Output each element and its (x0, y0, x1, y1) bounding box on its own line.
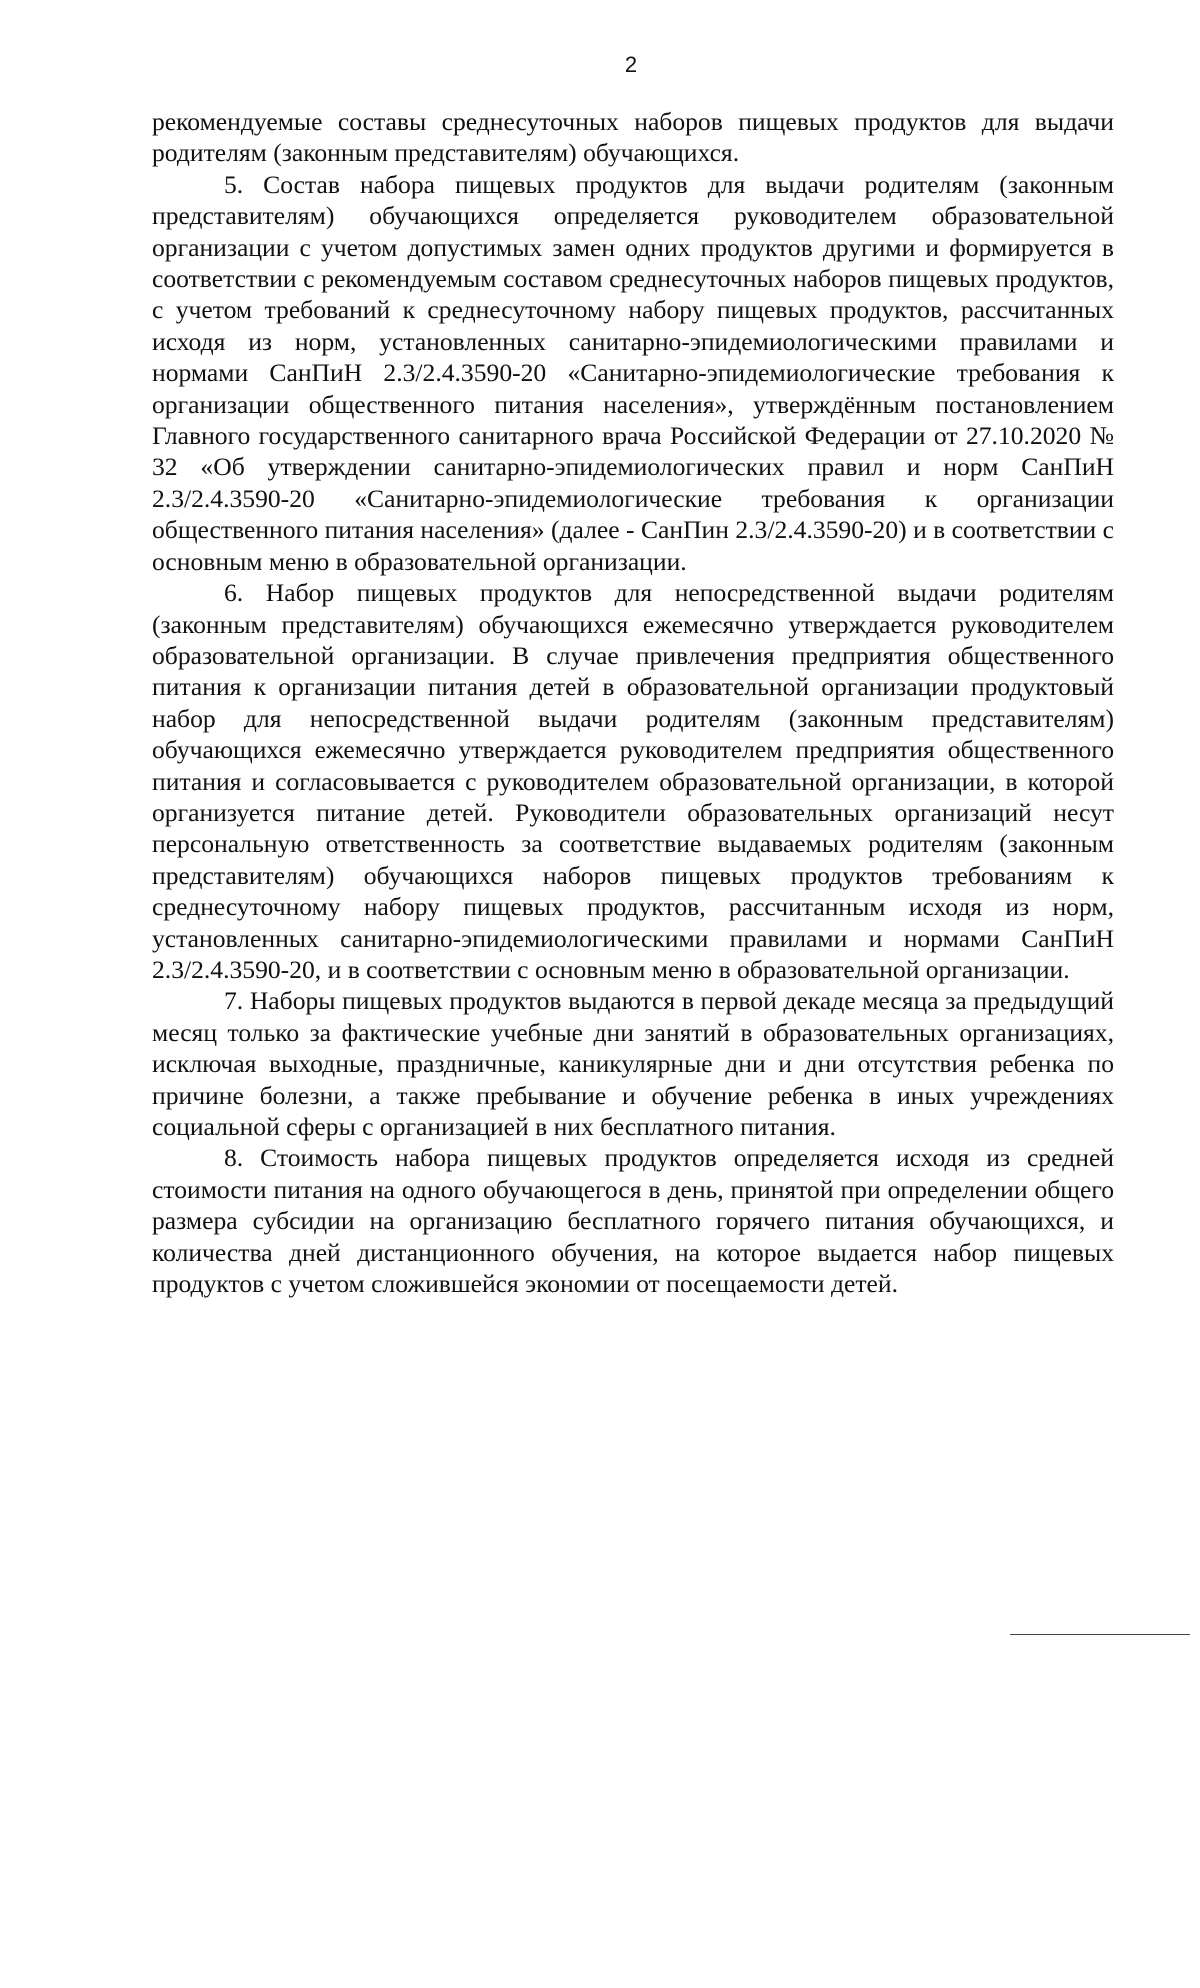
paragraph-item-8: 8. Стоимость набора пищевых продуктов определяется исходя из средней стоимости питания на одного обучающегося в день, принятой при определении общего размера субсидии на организацию бесплатного горячего питания обучающихся, и количества дней дистанционного обучения, на которое выдается набор пищевых продуктов с учетом сложившейся экономии от посещаемости детей. (152, 1143, 1114, 1299)
footer-rule-line (1010, 1634, 1190, 1635)
paragraph-item-6: 6. Набор пищевых продуктов для непосредственной выдачи родителям (законным представителям) обучающихся ежемесячно утверждается руководителем образовательной организации. В случае привлечения предприятия общественного питания к организации питания детей в образовательной организации продуктовый набор для непосредственной выдачи родителям (законным представителям) обучающихся ежемесячно утверждается руководителем предприятия общественного питания и согласовывается с руководителем образовательной организации, в которой организуется питание детей. Руководители образовательных организаций несут персональную ответственность за соответствие выдаваемых родителям (законным представителям) обучающихся наборов пищевых продуктов требованиям к среднесуточному набору пищевых продуктов, рассчитанным исходя из норм, установленных санитарно-эпидемиологическими правилами и нормами СанПиН 2.3/2.4.3590-20, и в соответствии с основным меню в образовательной организации. (152, 578, 1114, 984)
paragraph-item-5: 5. Состав набора пищевых продуктов для выдачи родителям (законным представителям) обучающихся определяется руководителем образовательной организации с учетом допустимых замен одних продуктов другими и формируется в соответствии с рекомендуемым составом среднесуточных наборов пищевых продуктов, с учетом требований к среднесуточному набору пищевых продуктов, рассчитанных исходя из норм, установленных санитарно-эпидемиологическими правилами и нормами СанПиН 2.3/2.4.3590-20 «Санитарно-эпидемиологические требования к организации общественного питания населения», утверждённым постановлением Главного государственного санитарного врача Российской Федерации от 27.10.2020 № 32 «Об утверждении санитарно-эпидемиологических правил и норм СанПиН 2.3/2.4.3590-20 «Санитарно-эпидемиологические требования к организации общественного питания населения» (далее - СанПин 2.3/2.4.3590-20) и в соответствии с основным меню в образовательной организации. (152, 169, 1115, 576)
paragraph-continuation: рекомендуемые составы среднесуточных наборов пищевых продуктов для выдачи родителям (законным представителям) обучающихся. (152, 107, 1114, 168)
page-number: 2 (624, 52, 638, 77)
document-body (152, 106, 1114, 1299)
paragraph-item-7: 7. Наборы пищевых продуктов выдаются в первой декаде месяца за предыдущий месяц только за фактические учебные дни занятий в образовательных организациях, исключая выходные, праздничные, каникулярные дни и дни отсутствия ребенка по причине болезни, а также пребывание и обучение ребенка в иных учреждениях социальной сферы с организацией в них бесплатного питания. (152, 986, 1114, 1141)
